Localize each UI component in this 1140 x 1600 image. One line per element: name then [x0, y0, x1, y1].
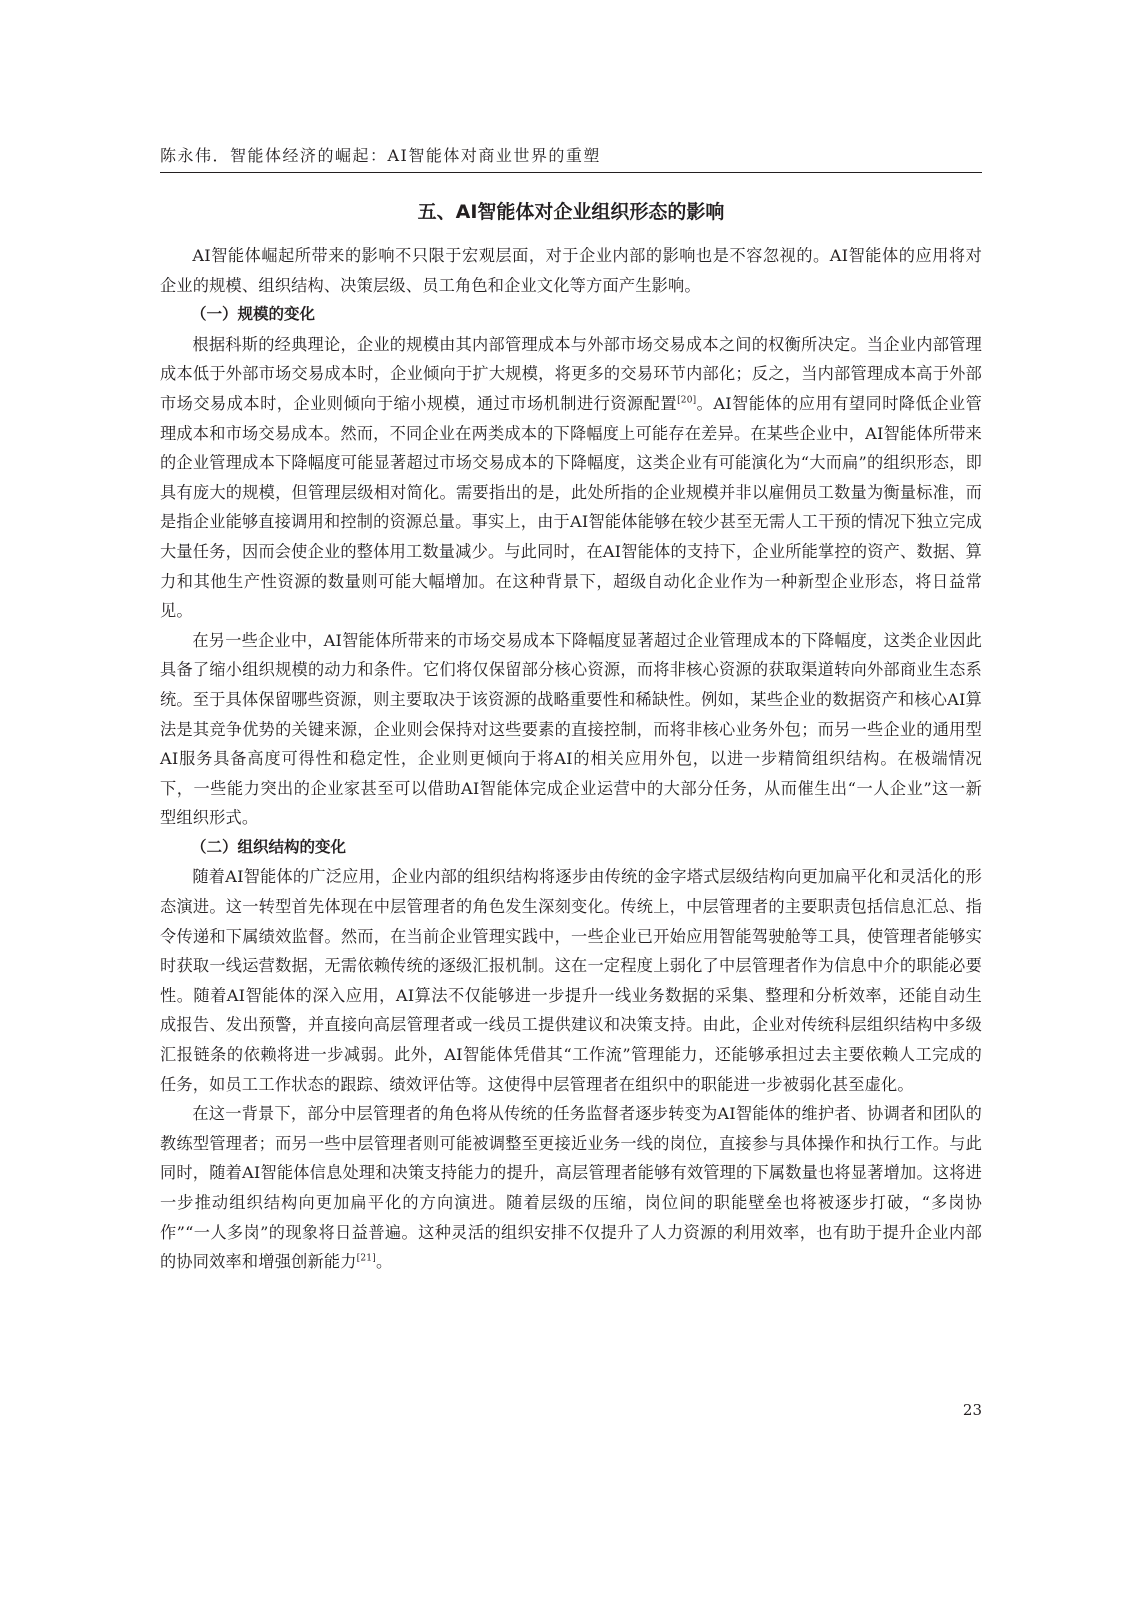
paragraph-text: 根据科斯的经典理论，企业的规模由其内部管理成本与外部市场交易成本之间的权衡所决定。当企业内部管理成本低于外部市场交易成本时，企业倾向于扩大规模，将更多的交易环节内部化；反之，当内部管理成本高于外部市场交易成本时，企业则倾向于缩小规模，通过市场机制进行资源配置 — [160, 334, 982, 413]
subsection-2-title: （二）组织结构的变化 — [191, 837, 347, 856]
citation-20[interactable]: [20] — [677, 395, 697, 406]
paragraph-scale-2: 在另一些企业中，AI智能体所带来的市场交易成本下降幅度显著超过企业管理成本的下降幅度，这类企业因此具备了缩小组织规模的动力和条件。它们将仅保留部分核心资源，而将非核心资源的获取渠道转向外部商业生态系统。至于具体保留哪些资源，则主要取决于该资源的战略重要性和稀缺性。例如，某些企业的数据资产和核心AI算法是其竞争优势的关键来源，企业则会保持对这些要素的直接控制，而将非核心业务外包；而另一些企业的通用型AI服务具备高度可得性和稳定性，企业则更倾向于将AI的相关应用外包，以进一步精简组织结构。在极端情况下，一些能力突出的企业家甚至可以借助AI智能体完成企业运营中的大部分任务，从而催生出“一人企业”这一新型组织形式。 — [160, 630, 982, 828]
subsection-1-title: （一）规模的变化 — [191, 305, 316, 324]
paragraph-text: 。 — [375, 1252, 393, 1272]
paragraph-scale-1 — [160, 330, 982, 626]
page-number: 23 — [962, 1401, 982, 1419]
section-title: 五、AI智能体对企业组织形态的影响 — [417, 201, 725, 223]
article-body — [160, 197, 982, 1277]
paragraph-text: 在这一背景下，部分中层管理者的角色将从传统的任务监督者逐步转变为AI智能体的维护者、协调者和团队的教练型管理者；而另一些中层管理者则可能被调整至更接近业务一线的岗位，直接参与具体操作和执行工作。与此同时，随着AI智能体信息处理和决策支持能力的提升，高层管理者能够有效管理的下属数量也将显著增加。这将进一步推动组织结构向更加扁平化的方向演进。随着层级的压缩，岗位间的职能壁垒也将被逐步打破，“多岗协作”“一人多岗”的现象将日益普遍。这种灵活的组织安排不仅提升了人力资源的利用效率，也有助于提升企业内部的协同效率和增强创新能力 — [160, 1104, 982, 1272]
running-header: 陈永伟．智能体经济的崛起：AI智能体对商业世界的重塑 — [160, 146, 601, 165]
intro-paragraph: AI智能体崛起所带来的影响不只限于宏观层面，对于企业内部的影响也是不容忽视的。AI智能体的应用将对企业的规模、组织结构、决策层级、员工角色和企业文化等方面产生影响。 — [160, 246, 982, 295]
paragraph-structure-1: 随着AI智能体的广泛应用，企业内部的组织结构将逐步由传统的金字塔式层级结构向更加扁平化和灵活化的形态演进。这一转型首先体现在中层管理者的角色发生深刻变化。传统上，中层管理者的主要职责包括信息汇总、指令传递和下属绩效监督。然而，在当前企业管理实践中，一些企业已开始应用智能驾驶舱等工具，使管理者能够实时获取一线运营数据，无需依赖传统的逐级汇报机制。这在一定程度上弱化了中层管理者作为信息中介的职能必要性。随着AI智能体的深入应用，AI算法不仅能够进一步提升一线业务数据的采集、整理和分析效率，还能自动生成报告、发出预警，并直接向高层管理者或一线员工提供建议和决策支持。由此，企业对传统科层组织结构中多级汇报链条的依赖将进一步减弱。此外，AI智能体凭借其“工作流”管理能力，还能够承担过去主要依赖人工完成的任务，如员工工作状态的跟踪、绩效评估等。这使得中层管理者在组织中的职能进一步被弱化甚至虚化。 — [160, 867, 982, 1094]
citation-21[interactable]: [21] — [356, 1253, 376, 1264]
header-rule — [160, 172, 982, 173]
paragraph-text: 。AI智能体的应用有望同时降低企业管理成本和市场交易成本。然而，不同企业在两类成本的下降幅度上可能存在差异。在某些企业中，AI智能体所带来的企业管理成本下降幅度可能显著超过市场交易成本的下降幅度，这类企业有可能演化为“大而扁”的组织形态，即具有庞大的规模，但管理层级相对简化。需要指出的是，此处所指的企业规模并非以雇佣员工数量为衡量标准，而是指企业能够直接调用和控制的资源总量。事实上，由于AI智能体能够在较少甚至无需人工干预的情况下独立完成大量任务，因而会使企业的整体用工数量减少。与此同时，在AI智能体的支持下，企业所能掌控的资产、数据、算力和其他生产性资源的数量则可能大幅增加。在这种背景下，超级自动化企业作为一种新型企业形态，将日益常见。 — [160, 393, 982, 621]
paragraph-structure-2 — [160, 1099, 982, 1277]
